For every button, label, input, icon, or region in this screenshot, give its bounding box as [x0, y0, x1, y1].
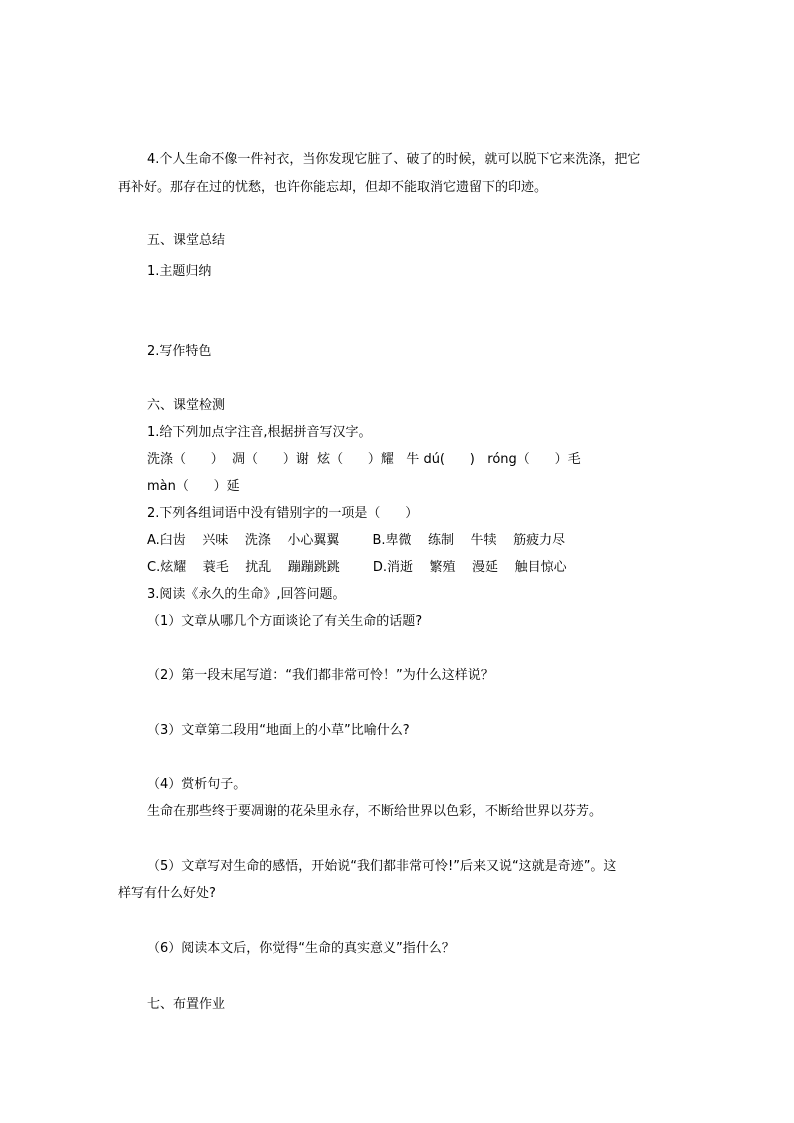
question-1-line-2: màn（ ）延 [147, 479, 240, 494]
question-2-options-cd: C.炫耀 蓑毛 扰乱 蹦蹦跳跳 D.消逝 繁殖 漫延 触目惊心 [147, 560, 567, 575]
sub-question-5-line-2: 样写有什么好处? [118, 886, 216, 901]
question-3: 3.阅读《永久的生命》,回答问题。 [147, 587, 346, 602]
sub-question-5-line-1: （5）文章写对生命的感悟，开始说“我们都非常可怜!”后来又说“这就是奇迹”。这 [147, 859, 617, 874]
homework-heading: 七、布置作业 [147, 997, 226, 1012]
summary-heading: 五、课堂总结 [147, 233, 226, 248]
sub-question-4: （4）赏析句子。 [147, 777, 247, 792]
question-1: 1.给下列加点字注音,根据拼音写汉字。 [147, 425, 372, 440]
question-1-line-1: 洗涤（ ） 凋（ ）谢 炫（ ）耀 牛 dú( ) róng（ ）毛 [147, 452, 581, 467]
sub-question-2: （2）第一段末尾写道：“我们都非常可怜！”为什么这样说？ [147, 668, 494, 683]
sub-question-3: （3）文章第二段用“地面上的小草”比喻什么? [147, 723, 410, 738]
quote-line-2: 再补好。那存在过的忧愁，也许你能忘却，但却不能取消它遗留下的印迹。 [118, 180, 548, 195]
summary-item-2: 2.写作特色 [147, 344, 212, 359]
summary-item-1: 1.主题归纳 [147, 264, 212, 279]
quote-line-1: 4.个人生命不像一件衬衣，当你发现它脏了、破了的时候，就可以脱下它来洗涤，把它 [147, 152, 641, 167]
sub-question-6: （6）阅读本文后，你觉得“生命的真实意义”指什么？ [147, 941, 455, 956]
sub-question-1: （1）文章从哪几个方面谈论了有关生命的话题? [147, 614, 423, 629]
test-heading: 六、课堂检测 [147, 398, 226, 413]
sub-question-4-sentence: 生命在那些终于要凋谢的花朵里永存，不断给世界以色彩，不断给世界以芬芳。 [147, 804, 603, 819]
question-2-options-ab: A.臼齿 兴味 洗涤 小心翼翼 B.卑微 练制 牛犊 筋疲力尽 [147, 533, 566, 548]
question-2: 2.下列各组词语中没有错别字的一项是（ ） [147, 506, 419, 521]
